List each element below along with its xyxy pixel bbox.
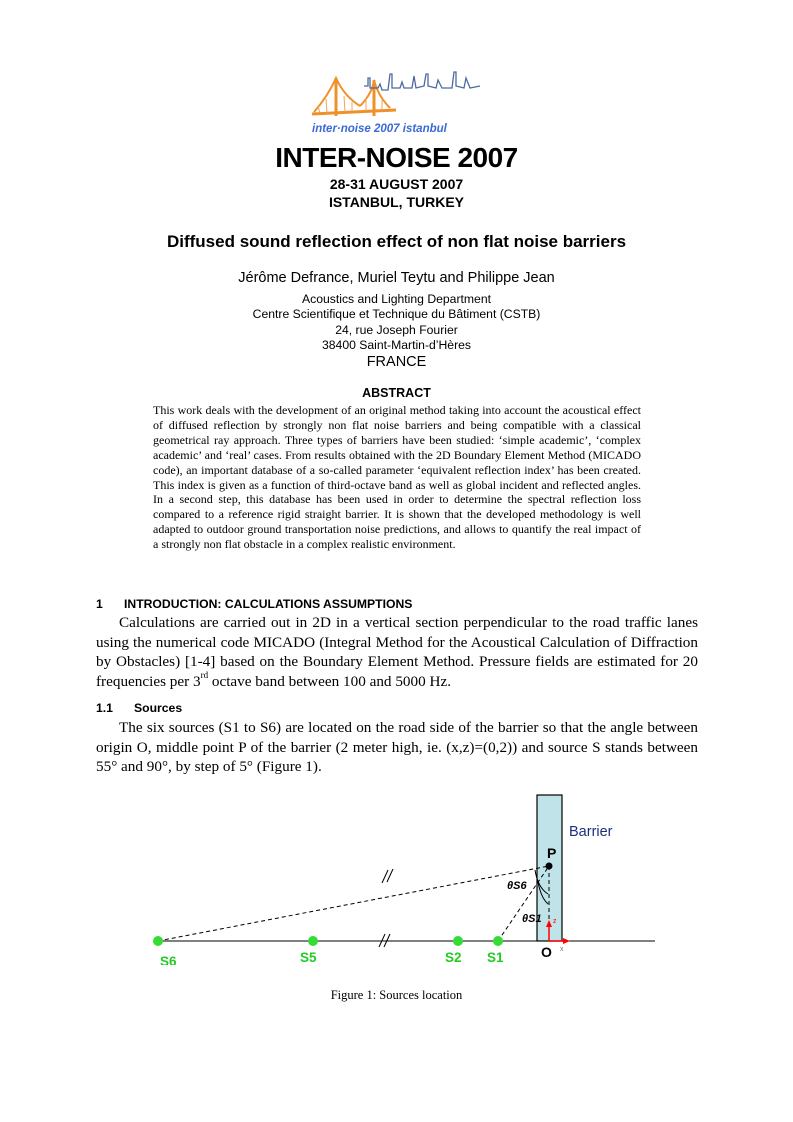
section-heading xyxy=(96,597,412,611)
author-list: Jérôme Defrance, Muriel Teytu and Philippe Jean xyxy=(238,270,555,286)
superscript: rd xyxy=(200,670,209,681)
affiliation-line: Acoustics and Lighting Department xyxy=(301,292,491,306)
source-label-s5: S5 xyxy=(300,950,317,965)
source-label-s1: S1 xyxy=(487,950,504,965)
paper-title: Diffused sound reflection effect of non flat noise barriers xyxy=(166,232,627,251)
abstract-heading: ABSTRACT xyxy=(362,386,431,400)
conference-logo xyxy=(308,66,492,138)
source-label-s2: S2 xyxy=(445,950,462,965)
point-p-label: P xyxy=(547,845,557,861)
origin-label: O xyxy=(541,944,552,960)
affiliation-line: 38400 Saint-Martin-d’Hères xyxy=(321,338,472,352)
conference-title: INTER-NOISE 2007 xyxy=(275,142,518,173)
body-text-part: octave band between 100 and 5000 Hz. xyxy=(208,672,451,690)
logo-text: inter·noise 2007 istanbul xyxy=(312,123,447,135)
source-s6 xyxy=(153,936,163,946)
conference-location: ISTANBUL, TURKEY xyxy=(328,194,465,210)
bridge-icon xyxy=(312,78,396,116)
source-s2 xyxy=(453,936,463,946)
subsection-body-text: The six sources (S1 to S6) are located on the road side of the barrier so that the angle between origin O, middle point P of the barrier (2 meter high, ie. (x,z)=(0,2)) and source S stands between 55° and 90°, by step of 5° (Figure 1). xyxy=(96,719,698,775)
subsection-title: Sources xyxy=(134,701,183,715)
affiliation-country: FRANCE xyxy=(366,354,427,370)
abstract-text: This work deals with the development of an original method taking into account the acoustical effect of diffused reflection by strongly non flat noise barriers and being compatible with a classical geometrical ray approach. Three types of barriers have been studied: ‘simple academic’, ‘complex academic’ and ‘real’ cases. From results obtained with the 2D Boundary Element Method (MICADO code), an important database of a so-called parameter ‘equivalent reflection index’ has been created. This index is given as a function of third-octave band as well as global incident and reflected angles. In a second step, this database has been used in order to determine the spectral reflection loss compared to a reference rigid straight barrier. It is shown that the developed methodology is well adapted to outdoor ground transportation noise predictions, and allows to quantify the real impact of a strongly non flat obstacle in a complex realistic environment. xyxy=(153,403,641,552)
section-body-text xyxy=(96,613,698,691)
section-number: 1 xyxy=(96,597,103,611)
section-title: INTRODUCTION: CALCULATIONS ASSUMPTIONS xyxy=(124,597,413,611)
z-axis-label: z xyxy=(553,918,557,925)
x-axis-label: x xyxy=(560,946,564,953)
angle-s1-label: θS1 xyxy=(522,913,542,925)
source-s1 xyxy=(493,936,503,946)
figure-caption: Figure 1: Sources location xyxy=(330,988,463,1002)
source-label-s6: S6 xyxy=(160,954,177,965)
x-arrow-head xyxy=(563,938,570,944)
affiliation-line: 24, rue Joseph Fourier xyxy=(335,323,458,337)
conference-dates: 28-31 AUGUST 2007 xyxy=(329,176,464,192)
source-s5 xyxy=(308,936,318,946)
sources-location-figure xyxy=(150,790,660,965)
subsection-heading xyxy=(96,701,182,715)
barrier-label: Barrier xyxy=(569,824,613,840)
angle-s6-label: θS6 xyxy=(507,880,527,892)
subsection-number: 1.1 xyxy=(96,701,113,715)
affiliation-line: Centre Scientifique et Technique du Bâtiment (CSTB) xyxy=(252,307,541,321)
point-p xyxy=(546,863,553,870)
break-mark-top xyxy=(382,869,393,883)
dashed-line-s6-to-p xyxy=(158,866,549,941)
skyline-icon xyxy=(364,72,480,90)
body-text-part: Calculations are carried out in 2D in a vertical section perpendicular to the road traffic lanes using the numerical code MICADO (Integral Method for the Acoustical Calculation of Diffraction by Obstacles) [1-4] based on the Boundary Element Method. Pressure fields are estimated for 20 frequencies per 3 xyxy=(96,614,698,690)
